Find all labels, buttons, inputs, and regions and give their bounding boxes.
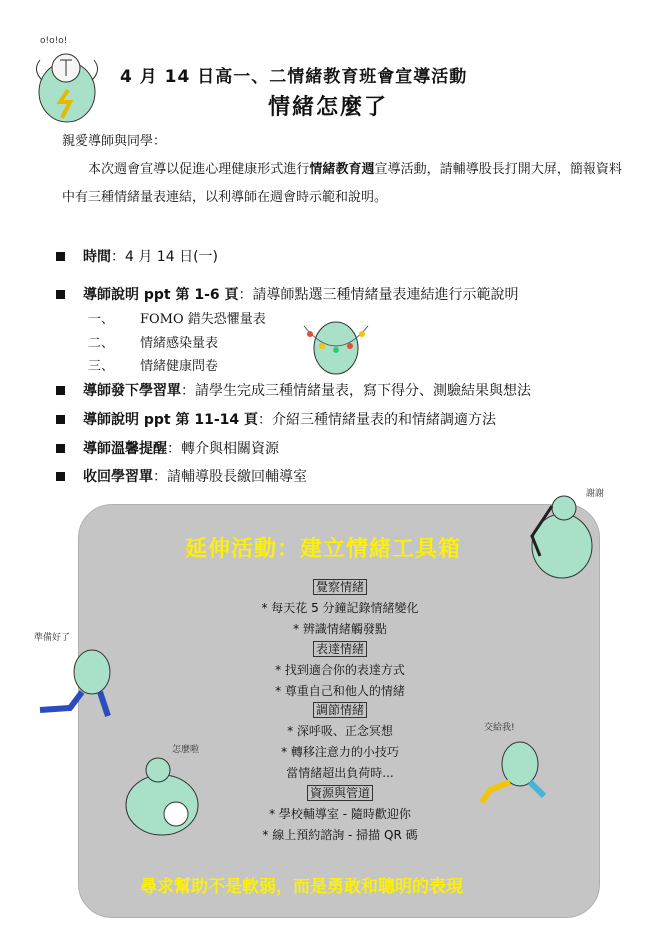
thanks-figure-illustration (512, 476, 612, 581)
section-line: * 尊重自己和他人的情緒 (275, 684, 405, 698)
section-line: * 轉移注意力的小技巧 (281, 745, 399, 759)
thanks-text: 謝謝 (586, 489, 605, 499)
bullet-time: 時間 ： 4 月 14 日(一) (56, 246, 218, 266)
page-title: 4 月 14 日高一、二情緒教育班會宣導活動 (120, 67, 468, 87)
section-head: 資源與管道 (307, 785, 373, 801)
ready-text: 準備好了 (34, 633, 71, 643)
section-head: 覺察情緒 (313, 579, 367, 595)
subitem-contagion: 二、 情緒感染量表 (88, 336, 219, 351)
extension-title: 延伸活動：建立情緒工具箱 (185, 537, 462, 562)
leave-it-to-me-text: 交給我! (484, 723, 515, 733)
bubble-text: o!o!o! (40, 36, 68, 46)
bullet-collect: 收回學習單 ： 請輔導股長繳回輔導室 (56, 466, 307, 486)
bullet-reminder: 導師溫馨提醒 ： 轉介與相關資源 (56, 438, 279, 458)
subitem-fomo: 一、 FOMO 錯失恐懼量表 (88, 312, 266, 327)
section-aware (180, 576, 500, 637)
bullet-ppt-1-6: 導師說明 ppt 第 1-6 頁 ： 請導師點選三種情緒量表連結進行示範說明 (56, 284, 519, 304)
subitem-wellbeing: 三、 情緒健康問卷 (88, 359, 219, 374)
section-head: 表達情緒 (313, 641, 367, 657)
section-line: * 學校輔導室 - 隨時歡迎你 (269, 807, 411, 821)
bullet-worksheet: 導師發下學習單 ： 請學生完成三種情緒量表，寫下得分、測驗結果與想法 (56, 380, 531, 400)
hugging-figure-illustration (112, 740, 212, 840)
lightbulb-figure-illustration (22, 30, 112, 125)
bullet-ppt-11-14: 導師說明 ppt 第 11-14 頁 ： 介紹三種情緒量表的和情緒調適方法 (56, 409, 496, 429)
intro-paragraph: 本次週會宣導以促進心理健康形式進行情緒教育週宣導活動，請輔導股長打開大屏，簡報資料中有三種情緒量表連結，以利導師在週會時示範和說明。 (62, 162, 622, 205)
section-line: * 每天花 5 分鐘記錄情緒變化 (261, 601, 419, 615)
section-resources (180, 782, 500, 843)
walking-figure-illustration (30, 628, 130, 720)
page-subtitle: 情緒怎麼了 (268, 95, 389, 120)
section-line: * 線上預約諮詢 - 掃描 QR 碼 (262, 828, 418, 842)
whats-wrong-text: 怎麼啦 (172, 745, 200, 755)
section-head: 調節情緒 (313, 702, 367, 718)
string-lights-figure-illustration (296, 306, 376, 378)
section-line: * 辨識情緒觸發點 (293, 622, 387, 636)
extension-footer: 尋求幫助不是軟弱，而是勇敢和聰明的表現 (140, 877, 463, 897)
section-express (180, 638, 500, 699)
section-line: * 深呼吸、正念冥想 (287, 724, 393, 738)
section-regulate (180, 699, 500, 781)
section-line: * 找到適合你的表達方式 (275, 663, 405, 677)
running-figure-illustration (470, 716, 560, 808)
greeting: 親愛導師與同學： (62, 134, 167, 149)
section-line: 當情緒超出負荷時... (286, 766, 394, 780)
